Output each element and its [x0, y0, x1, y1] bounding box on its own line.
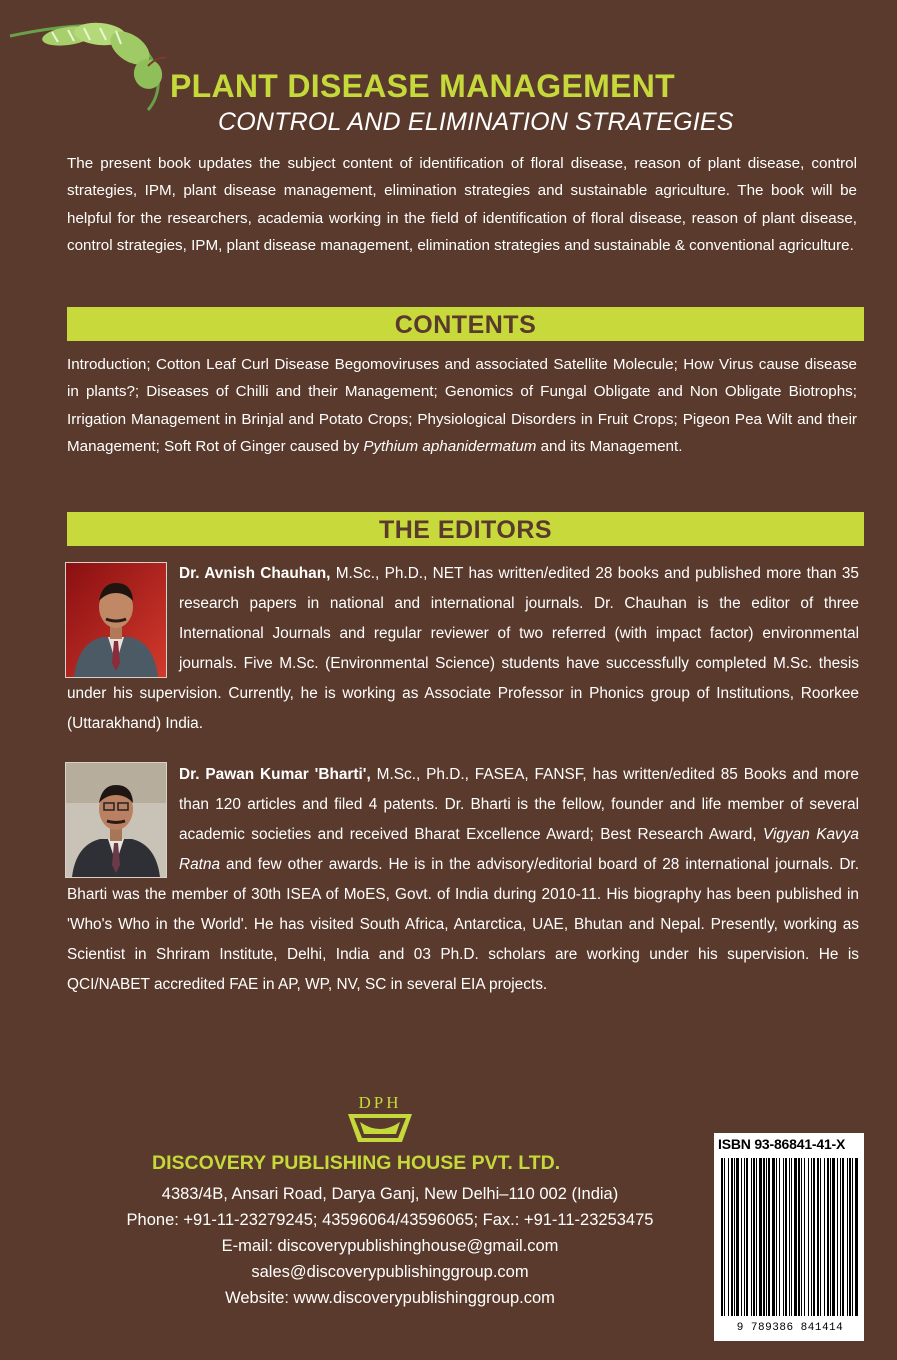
barcode-bar	[789, 1158, 790, 1316]
editors-heading: THE EDITORS	[67, 512, 864, 546]
editor2-bio-text-a: M.Sc., Ph.D., FASEA, FANSF, has written/edited 85 Books and more than 120 articles and filed 4 patents. Dr. Bharti is the fellow, founder and life member of several academic societies and received Bharat Excellence Award; Best Research Award,	[179, 766, 859, 843]
contents-heading: CONTENTS	[67, 307, 864, 341]
barcode-bar	[744, 1158, 745, 1316]
contents-text-main: Introduction; Cotton Leaf Curl Disease Begomoviruses and associated Satellite Molecule; How Virus cause disease in plants?; Diseases of Chilli and their Management; Genomics of Fungal Obligate and Non Obligate Biotrophs; Irrigation Management in Brinjal and Potato Crops; Physiological Disorders in Fruit Crops; Pigeon Pea Wilt and their Management; Soft Rot of Ginger caused by	[67, 356, 857, 455]
barcode-bar	[811, 1158, 812, 1316]
editor1-bio-text: M.Sc., Ph.D., NET has written/edited 28 books and published more than 35 research papers in national and international journals. Dr. Chauhan is the editor of three International Journals and regular reviewer of two referred (with impact factor) environmental journals. Five M.Sc. (Environmental Science) students have successfully completed M.Sc. thesis under his supervision. Currently, he is working as Associate Professor in Phonics group of Institutions, Roorkee (Uttarakhand) India.	[67, 565, 859, 732]
barcode-bar	[855, 1158, 858, 1316]
barcode-bar	[840, 1158, 841, 1316]
barcode-bar	[728, 1158, 729, 1316]
barcode-bar	[791, 1158, 792, 1316]
barcode-bar	[753, 1158, 755, 1316]
editor2-name: Dr. Pawan Kumar 'Bharti',	[179, 766, 371, 783]
intro-paragraph: The present book updates the subject content of identification of floral disease, reason of plant disease, control strategies, IPM, plant disease management, elimination strategies and sustainable agriculture. The book will be helpful for the researchers, academia working in the field of identification of floral disease, reason of plant disease, control strategies, IPM, plant disease management, elimination strategies and sustainable & conventional agriculture.	[67, 155, 857, 254]
barcode-bar	[779, 1158, 780, 1316]
editor1-name: Dr. Avnish Chauhan,	[179, 565, 331, 582]
barcode-bar	[852, 1158, 853, 1316]
barcode-bar	[763, 1158, 765, 1316]
barcode-bar	[820, 1158, 821, 1316]
barcode-bar	[759, 1158, 762, 1316]
barcode-bar	[783, 1158, 784, 1316]
barcode-bar	[837, 1158, 838, 1316]
isbn-label: ISBN 93-86841-41-X	[718, 1136, 846, 1152]
publisher-email: E-mail: discoverypublishinghouse@gmail.com	[221, 1237, 559, 1255]
barcode-bar	[804, 1158, 805, 1316]
barcode-bar	[766, 1158, 767, 1316]
editor2-bio-text-b: and few other awards. He is in the advisory/editorial board of 28 international journals. Dr. Bharti was the member of 30th ISEA of MoES, Govt. of India during 2010-11. His biography has been published in 'Who's Who in the World'. He has visited South Africa, Antarctica, UAE, Bhutan and Nepal. Presently, working as Scientist in Shriram Institute, Delhi, India and 03 Ph.D. scholars are working under his supervision. He is QCI/NABET accredited FAE in AP, WP, NV, SC in several EIA projects.	[67, 856, 859, 993]
publisher-website: Website: www.discoverypublishinggroup.com	[225, 1289, 555, 1307]
barcode-bar	[746, 1158, 748, 1316]
barcode-bar	[824, 1158, 825, 1316]
contents-text-italic: Pythium aphanidermatum	[363, 437, 537, 455]
barcode-bar	[830, 1158, 831, 1316]
barcode-bar	[842, 1158, 844, 1316]
barcode-bar	[801, 1158, 802, 1316]
contents-list	[67, 351, 857, 460]
barcode-bar	[776, 1158, 777, 1316]
book-title: PLANT DISEASE MANAGEMENT	[170, 68, 675, 104]
barcode-bar	[785, 1158, 787, 1316]
publisher-sales-email: sales@discoverypublishinggroup.com	[251, 1263, 529, 1281]
barcode-bar	[827, 1158, 829, 1316]
barcode-bar	[808, 1158, 809, 1316]
publisher-phone: Phone: +91-11-23279245; 43596064/43596065; Fax.: +91-11-23253475	[126, 1211, 654, 1229]
barcode-bar	[741, 1158, 742, 1316]
barcode-bar	[798, 1158, 800, 1316]
barcode-bar	[731, 1158, 733, 1316]
barcode-bar	[832, 1158, 835, 1316]
barcode-bar	[849, 1158, 851, 1316]
caterpillar-illustration	[8, 6, 178, 116]
dph-logo	[340, 1092, 420, 1152]
barcode-bar	[847, 1158, 848, 1316]
editor1-bio	[67, 559, 859, 739]
publisher-name: DISCOVERY PUBLISHING HOUSE PVT. LTD.	[152, 1152, 561, 1174]
book-subtitle: CONTROL AND ELIMINATION STRATEGIES	[218, 108, 734, 136]
barcode-bar	[721, 1158, 723, 1316]
barcode-bar	[768, 1158, 770, 1316]
barcode-digits: 9 789386 841414	[736, 1322, 844, 1334]
barcode-bar	[772, 1158, 775, 1316]
barcode-bar	[724, 1158, 725, 1316]
barcode	[718, 1158, 862, 1316]
barcode-bar	[736, 1158, 739, 1316]
barcode-bar	[817, 1158, 819, 1316]
editor2-bio	[67, 760, 859, 1000]
barcode-bar	[756, 1158, 757, 1316]
publisher-address: 4383/4B, Ansari Road, Darya Ganj, New Delhi–110 002 (India)	[161, 1185, 619, 1203]
editor2-bio-italic: Vigyan Kavya Ratna	[179, 826, 859, 873]
dph-logo-text: DPH	[358, 1093, 402, 1112]
barcode-bar	[734, 1158, 735, 1316]
barcode-bar	[794, 1158, 797, 1316]
contents-text-end: and its Management.	[536, 437, 683, 455]
barcode-bar	[751, 1158, 752, 1316]
barcode-bar	[813, 1158, 815, 1316]
